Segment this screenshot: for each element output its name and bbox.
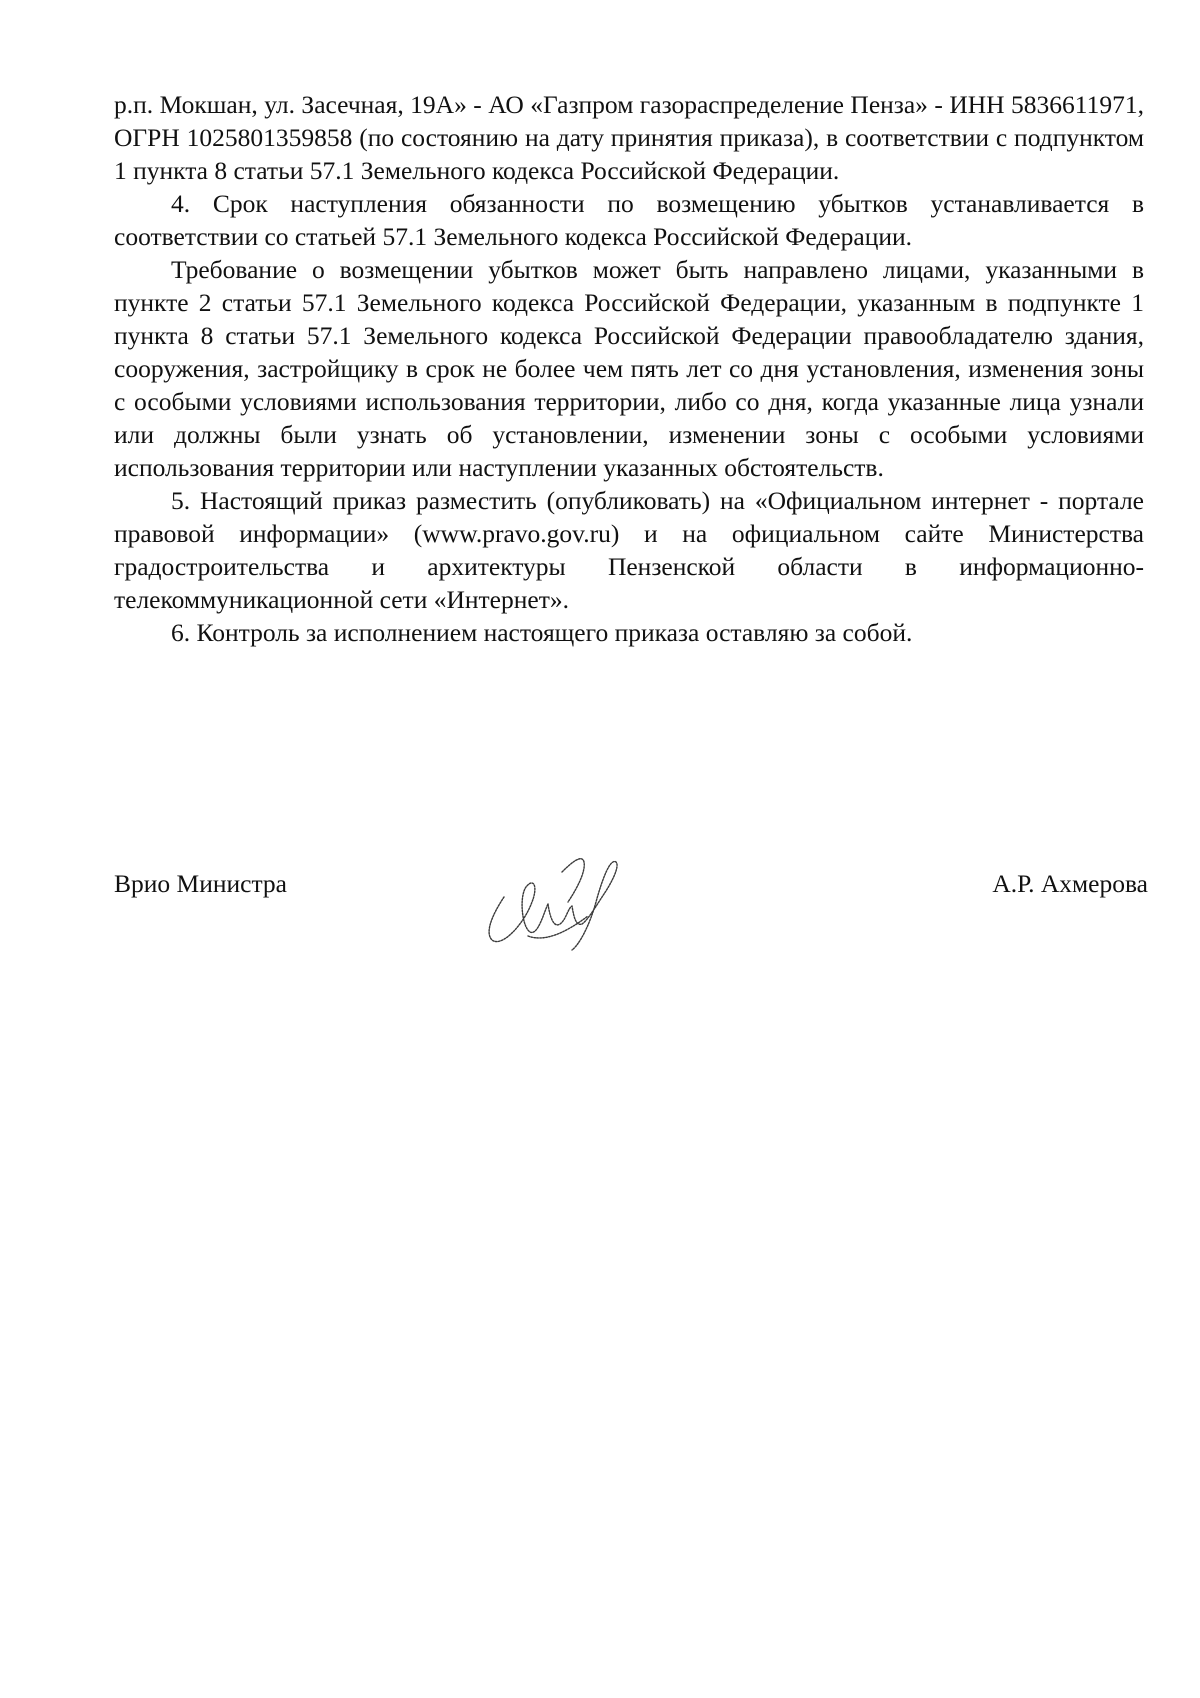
document-body <box>114 88 1144 649</box>
handwritten-signature-icon <box>464 832 644 952</box>
signature-block <box>114 832 1148 962</box>
signatory-name: А.Р. Ахмерова <box>992 869 1148 898</box>
signatory-position: Врио Министра <box>114 869 287 898</box>
paragraph-item-5: 5. Настоящий приказ разместить (опубликовать) на «Официальном интернет - портале правовой информации» (www.pravo.gov.ru) и на официальном сайте Министерства градостроительства и архитектуры Пензенской области в информационно-телекоммуникационной сети «Интернет». <box>114 486 1144 614</box>
paragraph-item-6: 6. Контроль за исполнением настоящего приказа оставляю за собой. <box>171 618 913 647</box>
paragraph-item-4: 4. Срок наступления обязанности по возмещению убытков устанавливается в соответствии со статьей 57.1 Земельного кодекса Российской Федерации. <box>114 189 1144 251</box>
paragraph-continuation: р.п. Мокшан, ул. Засечная, 19А» - АО «Газпром газораспределение Пенза» - ИНН 5836611971, ОГРН 1025801359858 (по состоянию на дату принятия приказа), в соответствии с подпунктом 1 пункта 8 статьи 57.1 Земельного кодекса Российской Федерации. <box>114 90 1144 185</box>
paragraph-damages-claim: Требование о возмещении убытков может быть направлено лицами, указанными в пункте 2 статьи 57.1 Земельного кодекса Российской Федерации, указанным в подпункте 1 пункта 8 статьи 57.1 Земельного кодекса Российской Федерации правообладателю здания, сооружения, застройщику в срок не более чем пять лет со дня установления, изменения зоны с особыми условиями использования территории, либо со дня, когда указанные лица узнали или должны были узнать об установлении, изменении зоны с особыми условиями использования территории или наступлении указанных обстоятельств. <box>114 255 1144 482</box>
